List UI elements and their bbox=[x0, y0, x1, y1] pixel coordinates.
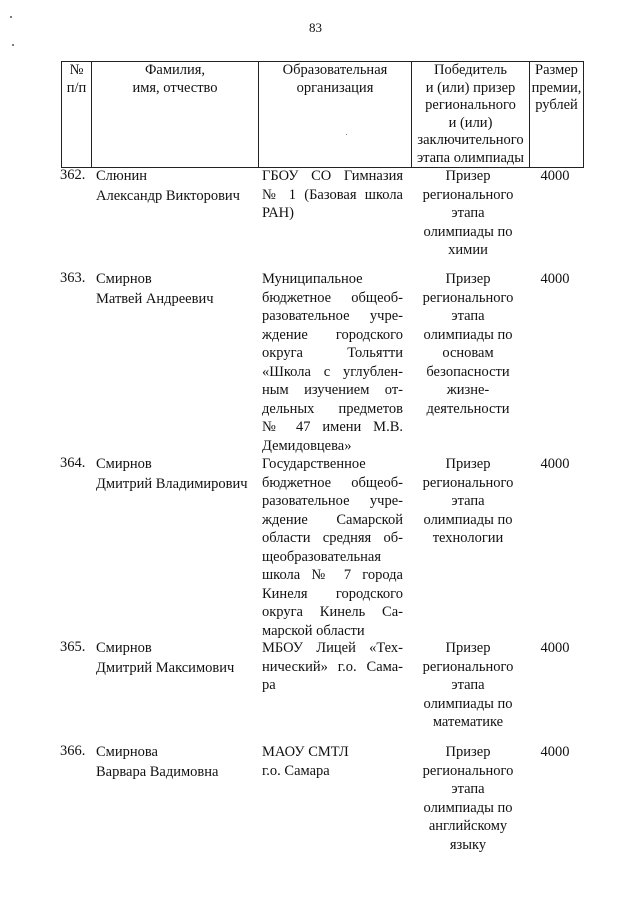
student-name: Смирнова Варвара Вадимовна bbox=[96, 744, 219, 780]
scan-speck bbox=[346, 134, 347, 135]
organization: Государственное бюджетное общеоб- разовательное учре- ждение Самарской области средняя об- щеобразовательная школа № 7 города Кинеля городского округа Кинель Са- марской области bbox=[262, 456, 403, 639]
olympiad-status: Призер регионального этапа олимпиады по химии bbox=[422, 168, 514, 258]
prize-amount: 4000 bbox=[540, 168, 570, 184]
student-name: Смирнов Матвей Андреевич bbox=[96, 271, 214, 307]
prize-amount: 4000 bbox=[540, 640, 570, 656]
scan-speck bbox=[12, 44, 14, 46]
row-number: 364. bbox=[60, 455, 86, 471]
row-number: 362. bbox=[60, 167, 86, 183]
header-num: № п/п bbox=[62, 62, 92, 168]
scan-speck bbox=[10, 16, 12, 18]
organization: Муниципальное бюджетное общеоб- разовательное учре- ждение городского округа Тольятти «Школа с углублен- ным изучением от- дельных предметов № 47 имени М.В. Демидовцева» bbox=[262, 271, 403, 454]
organization: МАОУ СМТЛ г.о. Самара bbox=[262, 744, 349, 779]
prize-amount: 4000 bbox=[540, 744, 570, 760]
header-name: Фамилия, имя, отчество bbox=[92, 62, 259, 168]
table-header bbox=[61, 61, 584, 168]
prize-amount: 4000 bbox=[540, 456, 570, 472]
organization: МБОУ Лицей «Тех- нический» г.о. Сама- ра bbox=[262, 640, 403, 693]
organization: ГБОУ СО Гимназия № 1 (Базовая школа РАН) bbox=[262, 168, 403, 221]
row-number: 366. bbox=[60, 743, 86, 759]
student-name: Смирнов Дмитрий Максимович bbox=[96, 640, 235, 676]
row-number: 365. bbox=[60, 639, 86, 655]
header-status: Победитель и (или) призер регионального и (или) заключительного этапа олимпиады bbox=[412, 62, 530, 168]
header-org: Образовательная организация bbox=[259, 62, 412, 168]
row-number: 363. bbox=[60, 270, 86, 286]
olympiad-status: Призер регионального этапа олимпиады по математике bbox=[422, 640, 514, 730]
student-name: Слюнин Александр Викторович bbox=[96, 168, 240, 204]
olympiad-status: Призер регионального этапа олимпиады по технологии bbox=[422, 456, 514, 546]
student-name: Смирнов Дмитрий Владимирович bbox=[96, 456, 248, 492]
olympiad-status: Призер регионального этапа олимпиады по английскому языку bbox=[422, 744, 514, 853]
header-prize: Размер премии, рублей bbox=[530, 62, 584, 168]
prize-amount: 4000 bbox=[540, 271, 570, 287]
page-number: 83 bbox=[309, 20, 322, 35]
olympiad-status: Призер регионального этапа олимпиады по основам безопасности жизне- деятельности bbox=[422, 271, 514, 417]
